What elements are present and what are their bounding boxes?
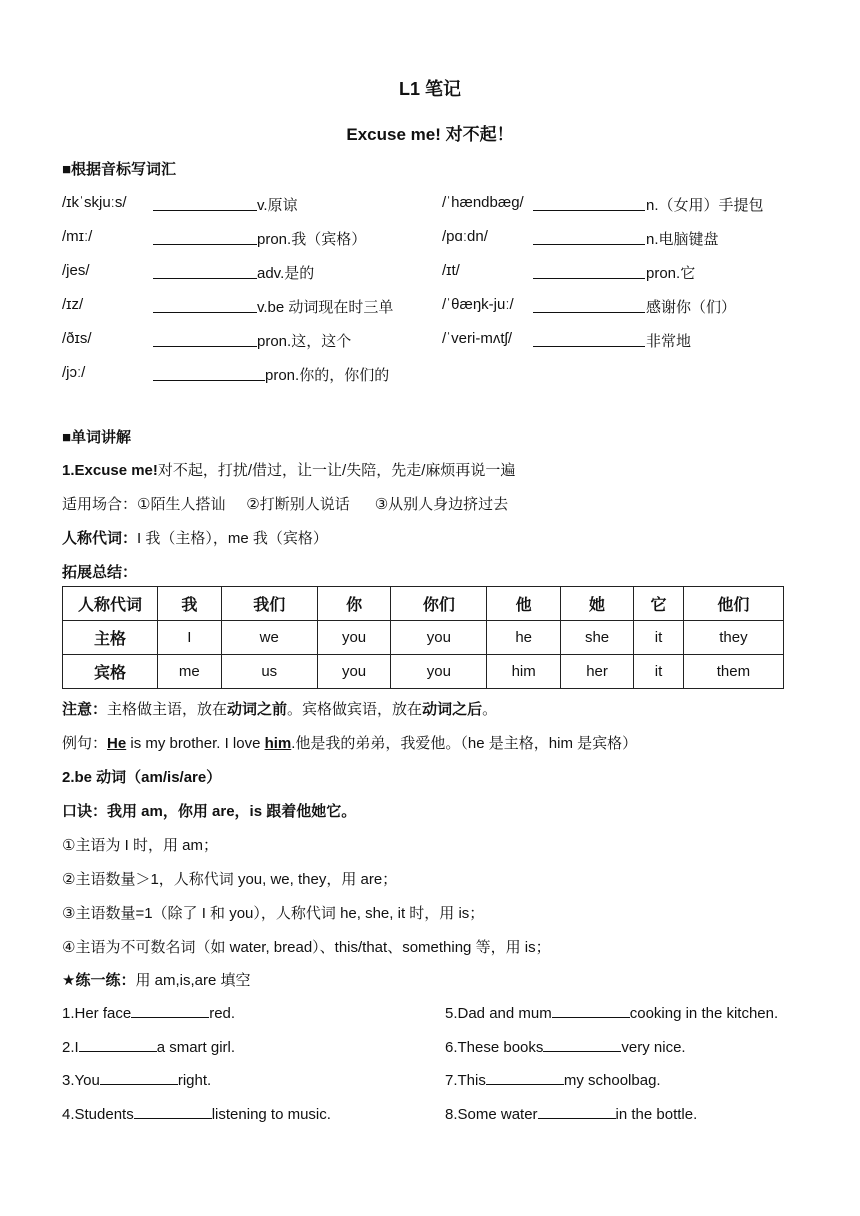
note-text: 主格做主语，放在 (107, 701, 228, 718)
table-cell: you (391, 621, 487, 655)
table-row (63, 621, 784, 655)
phonetic-text: /ˈhændbæg/ (442, 194, 524, 211)
exercise-suffix: in the bottle. (615, 1106, 698, 1123)
table-header-cell: 我 (158, 587, 222, 621)
word-meaning: pron.它 (646, 265, 696, 282)
table-row-header: 宾格 (63, 655, 158, 689)
item1-keyword: 1.Excuse me! (62, 462, 158, 479)
word-meaning: n.电脑键盘 (646, 231, 719, 248)
phonetic-text: /ɪt/ (442, 262, 460, 279)
pronoun-text: I 我（主格），me 我（宾格） (137, 530, 328, 547)
table-header-cell: 他们 (683, 587, 783, 621)
exercise-item (445, 1003, 778, 1022)
phonetic-text: /ɪkˈskjuːs/ (62, 194, 127, 211)
exercise-item (445, 1037, 686, 1056)
example-text: .他是我的弟弟，我爱他。（he 是主格，him 是宾格） (291, 735, 638, 752)
answer-blank[interactable] (533, 264, 645, 279)
rhyme-line: 口诀：我用 am，你用 are，is 跟着他她它。 (62, 803, 357, 820)
answer-blank[interactable] (153, 298, 257, 313)
exercise-prefix: 5.Dad and mum (445, 1005, 552, 1022)
phonetic-text: /ðɪs/ (62, 330, 92, 347)
exercise-prefix: 3.You (62, 1072, 100, 1089)
table-row (63, 655, 784, 689)
table-header-cell: 我们 (221, 587, 317, 621)
word-meaning: 非常地 (646, 333, 692, 350)
answer-blank[interactable] (153, 230, 257, 245)
note-line (62, 698, 497, 719)
exercise-item (62, 1003, 235, 1022)
answer-blank[interactable] (134, 1104, 212, 1119)
table-cell: them (683, 655, 783, 689)
word-meaning: adv.是的 (257, 265, 315, 282)
answer-blank[interactable] (533, 332, 645, 347)
word-meaning: pron.这，这个 (257, 333, 352, 350)
table-cell: it (634, 655, 684, 689)
answer-blank[interactable] (79, 1037, 157, 1052)
exercise-prefix: 4.Students (62, 1106, 134, 1123)
table-cell: it (634, 621, 684, 655)
exercise-item (62, 1104, 331, 1123)
item1-meaning: 对不起，打扰/借过，让一让/失陪，先走/麻烦再说一遍 (157, 462, 516, 479)
answer-blank[interactable] (486, 1070, 564, 1085)
table-cell: you (317, 655, 390, 689)
note-emphasis: 动词之前 (227, 701, 288, 718)
rule-item: ④主语为不可数名词（如 water, bread）、this/that、something 等，用 is； (62, 939, 551, 956)
example-label: 例句： (62, 735, 108, 752)
answer-blank[interactable] (543, 1037, 621, 1052)
table-cell: me (158, 655, 222, 689)
table-cell: him (487, 655, 560, 689)
exercise-suffix: right. (177, 1072, 212, 1089)
answer-blank[interactable] (131, 1003, 209, 1018)
table-cell: she (560, 621, 633, 655)
word-meaning: v.be 动词现在时三单 (257, 299, 394, 316)
exercise-prefix: 1.Her face (62, 1005, 132, 1022)
exercise-item (62, 1070, 211, 1089)
item2-heading: 2.be 动词（am/is/are） (62, 769, 222, 786)
exercise-suffix: cooking in the kitchen. (629, 1005, 779, 1022)
word-meaning: n.（女用）手提包 (646, 197, 764, 214)
lesson-subtitle: Excuse me! 对不起！ (346, 125, 514, 144)
table-header-cell: 你 (317, 587, 390, 621)
exercise-suffix: a smart girl. (156, 1039, 236, 1056)
table-row-header: 主格 (63, 621, 158, 655)
note-label: 注意： (62, 701, 108, 718)
exercise-suffix: very nice. (621, 1039, 686, 1056)
table-cell: I (158, 621, 222, 655)
rule-item: ①主语为 I 时，用 am； (62, 837, 218, 854)
table-header-cell: 你们 (391, 587, 487, 621)
example-him: him (264, 735, 292, 752)
answer-blank[interactable] (100, 1070, 178, 1085)
table-header-row (63, 587, 784, 621)
example-he: He (107, 735, 127, 752)
phonetic-text: /jes/ (62, 262, 90, 279)
answer-blank[interactable] (533, 196, 645, 211)
exercise-suffix: listening to music. (211, 1106, 331, 1123)
word-meaning: 感谢你（们） (646, 299, 737, 316)
table-header-cell: 它 (634, 587, 684, 621)
exercise-item (445, 1104, 697, 1123)
answer-blank[interactable] (533, 230, 645, 245)
phonetic-text: /ˈveri-mʌtʃ/ (442, 330, 512, 347)
rule-item: ②主语数量＞1，人称代词 you, we, they，用 are； (62, 871, 398, 888)
answer-blank[interactable] (538, 1104, 616, 1119)
note-text: 。 (482, 701, 498, 718)
phonetic-text: /mɪː/ (62, 228, 93, 245)
word-meaning: v.原谅 (257, 197, 298, 214)
note-emphasis: 动词之后 (422, 701, 483, 718)
word-meaning: pron.我（宾格） (257, 231, 367, 248)
table-cell: you (317, 621, 390, 655)
word-meaning: pron.你的，你们的 (265, 367, 390, 384)
practice-label: ★练一练： (62, 972, 136, 989)
table-cell: us (221, 655, 317, 689)
exercise-suffix: red. (209, 1005, 236, 1022)
item1-line (62, 459, 515, 480)
answer-blank[interactable] (153, 332, 257, 347)
table-cell: he (487, 621, 560, 655)
phonetic-text: /pɑːdn/ (442, 228, 488, 245)
exercise-item (62, 1037, 235, 1056)
expand-label: 拓展总结： (62, 564, 138, 581)
table-cell: they (683, 621, 783, 655)
note-text: 。宾格做宾语，放在 (287, 701, 423, 718)
table-header-cell: 他 (487, 587, 560, 621)
answer-blank[interactable] (153, 264, 257, 279)
pronoun-label: 人称代词： (62, 530, 138, 547)
practice-text: 用 am,is,are 填空 (135, 972, 251, 989)
exercise-item (445, 1070, 661, 1089)
table-cell: we (221, 621, 317, 655)
answer-blank[interactable] (533, 298, 645, 313)
table-header-cell: 她 (560, 587, 633, 621)
phonetic-text: /jɔː/ (62, 364, 86, 381)
usage-line: 适用场合：①陌生人搭讪 ②打断别人说话 ③从别人身边挤过去 (62, 496, 509, 513)
table-header-cell: 人称代词 (63, 587, 158, 621)
page-title: L1 笔记 (398, 79, 461, 99)
pronoun-table (62, 586, 784, 689)
section-heading-explain: ■单词讲解 (62, 429, 132, 446)
exercise-prefix: 8.Some water (445, 1106, 538, 1123)
example-line (62, 732, 637, 753)
section-heading-vocab: ■根据音标写词汇 (62, 161, 177, 178)
rule-item: ③主语数量=1（除了 I 和 you），人称代词 he, she, it 时，用 is； (62, 905, 485, 922)
answer-blank[interactable] (552, 1003, 630, 1018)
phonetic-text: /ɪz/ (62, 296, 84, 313)
answer-blank[interactable] (153, 366, 265, 381)
exercise-prefix: 2.I (62, 1039, 79, 1056)
practice-line (62, 969, 250, 990)
exercise-prefix: 7.This (445, 1072, 486, 1089)
phonetic-text: /ˈθæŋk-juː/ (442, 296, 514, 313)
exercise-suffix: my schoolbag. (563, 1072, 661, 1089)
exercise-prefix: 6.These books (445, 1039, 544, 1056)
table-cell: you (391, 655, 487, 689)
answer-blank[interactable] (153, 196, 257, 211)
example-text: is my brother. I love (126, 735, 265, 752)
table-cell: her (560, 655, 633, 689)
pronoun-line (62, 527, 328, 548)
